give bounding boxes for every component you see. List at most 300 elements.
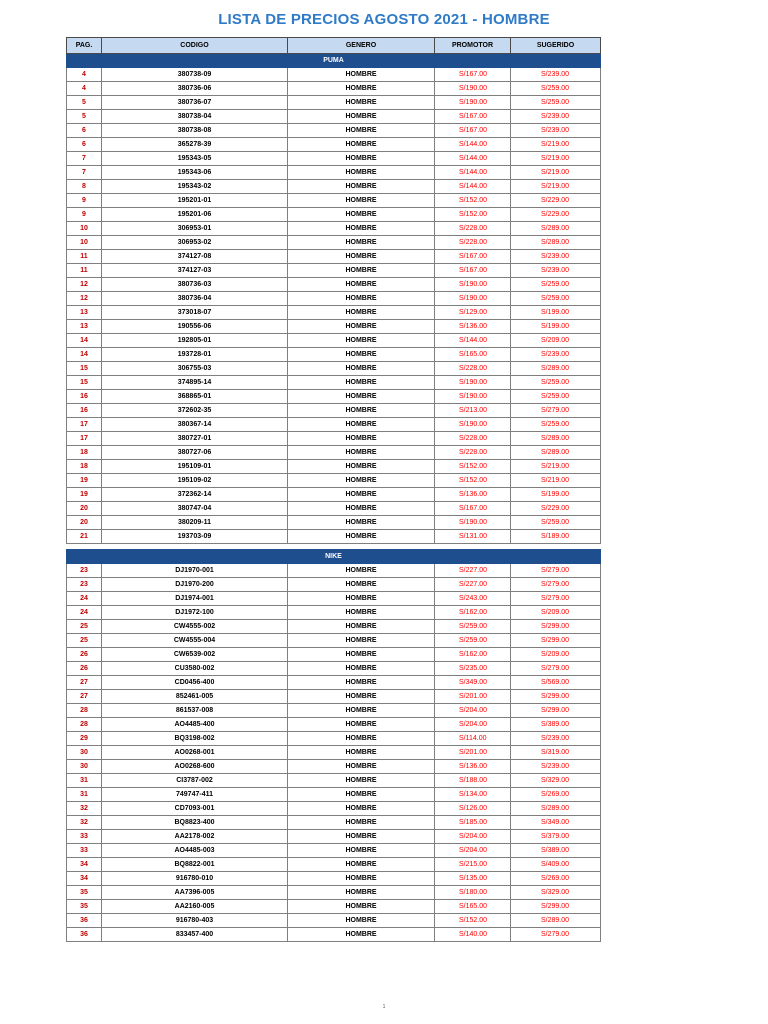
table-row <box>67 802 601 816</box>
table-row <box>67 488 601 502</box>
cell-genero: HOMBRE <box>288 914 435 928</box>
cell-promotor: S/135.00 <box>435 872 511 886</box>
cell-sugerido: S/259.00 <box>511 82 601 96</box>
cell-genero: HOMBRE <box>288 278 435 292</box>
cell-sugerido: S/239.00 <box>511 760 601 774</box>
cell-genero: HOMBRE <box>288 96 435 110</box>
cell-pag: 32 <box>67 802 102 816</box>
cell-codigo: AO0268-001 <box>102 746 288 760</box>
table-row <box>67 82 601 96</box>
page-title: LISTA DE PRECIOS AGOSTO 2021 - HOMBRE <box>218 11 550 28</box>
cell-pag: 9 <box>67 194 102 208</box>
cell-genero: HOMBRE <box>288 788 435 802</box>
cell-promotor: S/190.00 <box>435 418 511 432</box>
cell-pag: 26 <box>67 648 102 662</box>
table-row <box>67 110 601 124</box>
cell-promotor: S/167.00 <box>435 124 511 138</box>
table-row <box>67 68 601 82</box>
cell-pag: 4 <box>67 82 102 96</box>
cell-sugerido: S/199.00 <box>511 320 601 334</box>
cell-codigo: 380727-06 <box>102 446 288 460</box>
cell-genero: HOMBRE <box>288 718 435 732</box>
cell-promotor: S/190.00 <box>435 82 511 96</box>
cell-genero: HOMBRE <box>288 390 435 404</box>
cell-pag: 6 <box>67 138 102 152</box>
cell-promotor: S/152.00 <box>435 474 511 488</box>
cell-promotor: S/190.00 <box>435 278 511 292</box>
cell-genero: HOMBRE <box>288 82 435 96</box>
cell-promotor: S/131.00 <box>435 530 511 544</box>
cell-sugerido: S/209.00 <box>511 334 601 348</box>
cell-sugerido: S/269.00 <box>511 872 601 886</box>
cell-sugerido: S/239.00 <box>511 68 601 82</box>
table-row <box>67 914 601 928</box>
cell-pag: 13 <box>67 306 102 320</box>
cell-codigo: 374127-03 <box>102 264 288 278</box>
column-header-promotor: PROMOTOR <box>435 38 511 54</box>
table-row <box>67 830 601 844</box>
cell-promotor: S/162.00 <box>435 606 511 620</box>
cell-codigo: 193728-01 <box>102 348 288 362</box>
cell-pag: 17 <box>67 418 102 432</box>
cell-genero: HOMBRE <box>288 320 435 334</box>
cell-genero: HOMBRE <box>288 530 435 544</box>
cell-promotor: S/144.00 <box>435 166 511 180</box>
table-row <box>67 886 601 900</box>
cell-codigo: 195343-02 <box>102 180 288 194</box>
cell-codigo: CD7093-001 <box>102 802 288 816</box>
cell-pag: 36 <box>67 928 102 942</box>
table-row <box>67 124 601 138</box>
cell-promotor: S/213.00 <box>435 404 511 418</box>
cell-sugerido: S/229.00 <box>511 194 601 208</box>
table-row <box>67 418 601 432</box>
cell-codigo: 190556-06 <box>102 320 288 334</box>
cell-sugerido: S/239.00 <box>511 264 601 278</box>
cell-sugerido: S/279.00 <box>511 592 601 606</box>
cell-pag: 19 <box>67 474 102 488</box>
cell-sugerido: S/409.00 <box>511 858 601 872</box>
cell-sugerido: S/259.00 <box>511 418 601 432</box>
cell-genero: HOMBRE <box>288 432 435 446</box>
cell-codigo: 380367-14 <box>102 418 288 432</box>
cell-promotor: S/136.00 <box>435 760 511 774</box>
cell-genero: HOMBRE <box>288 180 435 194</box>
cell-promotor: S/167.00 <box>435 250 511 264</box>
cell-sugerido: S/289.00 <box>511 362 601 376</box>
cell-promotor: S/167.00 <box>435 68 511 82</box>
table-row <box>67 222 601 236</box>
cell-sugerido: S/259.00 <box>511 390 601 404</box>
cell-promotor: S/144.00 <box>435 334 511 348</box>
table-row <box>67 662 601 676</box>
cell-promotor: S/228.00 <box>435 362 511 376</box>
cell-promotor: S/180.00 <box>435 886 511 900</box>
table-row <box>67 264 601 278</box>
table-row <box>67 578 601 592</box>
cell-promotor: S/152.00 <box>435 208 511 222</box>
cell-promotor: S/228.00 <box>435 236 511 250</box>
cell-pag: 24 <box>67 606 102 620</box>
cell-promotor: S/227.00 <box>435 564 511 578</box>
table-row <box>67 530 601 544</box>
table-row <box>67 432 601 446</box>
cell-genero: HOMBRE <box>288 802 435 816</box>
cell-codigo: CU3580-002 <box>102 662 288 676</box>
cell-codigo: 372602-35 <box>102 404 288 418</box>
cell-pag: 12 <box>67 278 102 292</box>
table-row <box>67 760 601 774</box>
table-row <box>67 208 601 222</box>
cell-codigo: 192805-01 <box>102 334 288 348</box>
cell-pag: 25 <box>67 634 102 648</box>
cell-sugerido: S/279.00 <box>511 928 601 942</box>
table-row <box>67 718 601 732</box>
cell-codigo: 372362-14 <box>102 488 288 502</box>
cell-codigo: 306755-03 <box>102 362 288 376</box>
cell-genero: HOMBRE <box>288 516 435 530</box>
brand-row-nike <box>67 550 601 564</box>
cell-sugerido: S/279.00 <box>511 578 601 592</box>
cell-promotor: S/204.00 <box>435 830 511 844</box>
cell-promotor: S/144.00 <box>435 152 511 166</box>
cell-codigo: CI3787-002 <box>102 774 288 788</box>
table-row <box>67 746 601 760</box>
cell-genero: HOMBRE <box>288 138 435 152</box>
table-row <box>67 376 601 390</box>
cell-sugerido: S/389.00 <box>511 844 601 858</box>
cell-promotor: S/190.00 <box>435 516 511 530</box>
cell-genero: HOMBRE <box>288 502 435 516</box>
cell-sugerido: S/239.00 <box>511 110 601 124</box>
cell-promotor: S/126.00 <box>435 802 511 816</box>
cell-pag: 11 <box>67 264 102 278</box>
cell-genero: HOMBRE <box>288 488 435 502</box>
cell-sugerido: S/569.00 <box>511 676 601 690</box>
cell-genero: HOMBRE <box>288 760 435 774</box>
cell-promotor: S/152.00 <box>435 914 511 928</box>
cell-codigo: 195201-06 <box>102 208 288 222</box>
cell-codigo: 374895-14 <box>102 376 288 390</box>
table-body <box>67 54 601 942</box>
cell-pag: 15 <box>67 376 102 390</box>
cell-pag: 20 <box>67 516 102 530</box>
cell-codigo: AO4485-400 <box>102 718 288 732</box>
brand-row-puma <box>67 54 601 68</box>
table-row <box>67 460 601 474</box>
table-row <box>67 620 601 634</box>
cell-genero: HOMBRE <box>288 564 435 578</box>
cell-sugerido: S/219.00 <box>511 460 601 474</box>
cell-genero: HOMBRE <box>288 166 435 180</box>
cell-pag: 18 <box>67 460 102 474</box>
cell-sugerido: S/289.00 <box>511 222 601 236</box>
cell-sugerido: S/259.00 <box>511 278 601 292</box>
cell-pag: 33 <box>67 830 102 844</box>
cell-genero: HOMBRE <box>288 376 435 390</box>
cell-sugerido: S/229.00 <box>511 502 601 516</box>
cell-codigo: AO4485-003 <box>102 844 288 858</box>
cell-pag: 15 <box>67 362 102 376</box>
cell-codigo: 306953-02 <box>102 236 288 250</box>
cell-promotor: S/235.00 <box>435 662 511 676</box>
cell-sugerido: S/229.00 <box>511 208 601 222</box>
cell-pag: 36 <box>67 914 102 928</box>
cell-pag: 28 <box>67 718 102 732</box>
cell-pag: 17 <box>67 432 102 446</box>
cell-codigo: CW6539-002 <box>102 648 288 662</box>
cell-sugerido: S/299.00 <box>511 620 601 634</box>
cell-sugerido: S/259.00 <box>511 292 601 306</box>
cell-genero: HOMBRE <box>288 606 435 620</box>
cell-sugerido: S/349.00 <box>511 816 601 830</box>
cell-pag: 5 <box>67 96 102 110</box>
cell-sugerido: S/199.00 <box>511 488 601 502</box>
cell-sugerido: S/219.00 <box>511 180 601 194</box>
page-number: 1 <box>382 1004 386 1010</box>
cell-promotor: S/167.00 <box>435 264 511 278</box>
cell-genero: HOMBRE <box>288 110 435 124</box>
cell-sugerido: S/299.00 <box>511 634 601 648</box>
table-row <box>67 872 601 886</box>
cell-pag: 6 <box>67 124 102 138</box>
table-row <box>67 166 601 180</box>
cell-sugerido: S/209.00 <box>511 606 601 620</box>
cell-codigo: 365278-39 <box>102 138 288 152</box>
cell-sugerido: S/239.00 <box>511 250 601 264</box>
cell-sugerido: S/189.00 <box>511 530 601 544</box>
cell-codigo: CW4555-002 <box>102 620 288 634</box>
cell-sugerido: S/289.00 <box>511 914 601 928</box>
cell-codigo: BQ8823-400 <box>102 816 288 830</box>
cell-genero: HOMBRE <box>288 250 435 264</box>
table-row <box>67 788 601 802</box>
cell-pag: 24 <box>67 592 102 606</box>
table-row <box>67 446 601 460</box>
cell-genero: HOMBRE <box>288 830 435 844</box>
cell-pag: 20 <box>67 502 102 516</box>
cell-sugerido: S/219.00 <box>511 474 601 488</box>
cell-genero: HOMBRE <box>288 474 435 488</box>
cell-sugerido: S/279.00 <box>511 404 601 418</box>
cell-pag: 10 <box>67 222 102 236</box>
cell-promotor: S/152.00 <box>435 460 511 474</box>
table-row <box>67 928 601 942</box>
cell-codigo: 380747-04 <box>102 502 288 516</box>
cell-sugerido: S/299.00 <box>511 900 601 914</box>
cell-codigo: 380738-04 <box>102 110 288 124</box>
cell-codigo: BQ8822-001 <box>102 858 288 872</box>
cell-genero: HOMBRE <box>288 152 435 166</box>
cell-genero: HOMBRE <box>288 362 435 376</box>
cell-genero: HOMBRE <box>288 334 435 348</box>
table-row <box>67 362 601 376</box>
cell-pag: 19 <box>67 488 102 502</box>
cell-sugerido: S/279.00 <box>511 662 601 676</box>
cell-genero: HOMBRE <box>288 194 435 208</box>
cell-genero: HOMBRE <box>288 704 435 718</box>
cell-sugerido: S/319.00 <box>511 746 601 760</box>
cell-genero: HOMBRE <box>288 68 435 82</box>
table-row <box>67 474 601 488</box>
cell-genero: HOMBRE <box>288 746 435 760</box>
cell-sugerido: S/389.00 <box>511 718 601 732</box>
cell-genero: HOMBRE <box>288 236 435 250</box>
table-row <box>67 606 601 620</box>
cell-pag: 16 <box>67 390 102 404</box>
cell-sugerido: S/259.00 <box>511 516 601 530</box>
cell-pag: 30 <box>67 760 102 774</box>
cell-pag: 27 <box>67 690 102 704</box>
cell-sugerido: S/289.00 <box>511 446 601 460</box>
cell-sugerido: S/329.00 <box>511 886 601 900</box>
table-row <box>67 774 601 788</box>
cell-codigo: AA2160-005 <box>102 900 288 914</box>
table-row <box>67 334 601 348</box>
cell-sugerido: S/289.00 <box>511 432 601 446</box>
cell-promotor: S/152.00 <box>435 194 511 208</box>
cell-pag: 16 <box>67 404 102 418</box>
table-row <box>67 592 601 606</box>
cell-codigo: 380736-07 <box>102 96 288 110</box>
cell-codigo: DJ1970-200 <box>102 578 288 592</box>
cell-pag: 34 <box>67 872 102 886</box>
cell-codigo: 195343-06 <box>102 166 288 180</box>
cell-genero: HOMBRE <box>288 900 435 914</box>
table-row <box>67 96 601 110</box>
cell-pag: 25 <box>67 620 102 634</box>
cell-sugerido: S/299.00 <box>511 704 601 718</box>
cell-genero: HOMBRE <box>288 634 435 648</box>
cell-codigo: 852461-005 <box>102 690 288 704</box>
cell-promotor: S/228.00 <box>435 222 511 236</box>
cell-codigo: 380736-06 <box>102 82 288 96</box>
cell-promotor: S/190.00 <box>435 376 511 390</box>
table-row <box>67 816 601 830</box>
cell-pag: 4 <box>67 68 102 82</box>
cell-codigo: 833457-400 <box>102 928 288 942</box>
cell-pag: 35 <box>67 886 102 900</box>
cell-promotor: S/228.00 <box>435 432 511 446</box>
cell-promotor: S/144.00 <box>435 138 511 152</box>
cell-codigo: DJ1974-001 <box>102 592 288 606</box>
table-row <box>67 732 601 746</box>
cell-sugerido: S/379.00 <box>511 830 601 844</box>
cell-promotor: S/140.00 <box>435 928 511 942</box>
cell-genero: HOMBRE <box>288 292 435 306</box>
column-header-pag: PAG. <box>67 38 102 54</box>
cell-codigo: 195109-01 <box>102 460 288 474</box>
cell-pag: 34 <box>67 858 102 872</box>
cell-promotor: S/185.00 <box>435 816 511 830</box>
table-row <box>67 306 601 320</box>
cell-genero: HOMBRE <box>288 648 435 662</box>
cell-codigo: 861537-008 <box>102 704 288 718</box>
cell-codigo: 380736-04 <box>102 292 288 306</box>
cell-codigo: CW4555-004 <box>102 634 288 648</box>
table-row <box>67 390 601 404</box>
cell-sugerido: S/239.00 <box>511 124 601 138</box>
cell-promotor: S/144.00 <box>435 180 511 194</box>
table-row <box>67 516 601 530</box>
cell-genero: HOMBRE <box>288 592 435 606</box>
cell-genero: HOMBRE <box>288 844 435 858</box>
cell-sugerido: S/329.00 <box>511 774 601 788</box>
cell-genero: HOMBRE <box>288 208 435 222</box>
cell-sugerido: S/219.00 <box>511 152 601 166</box>
cell-codigo: 380736-03 <box>102 278 288 292</box>
table-row <box>67 648 601 662</box>
table-row <box>67 138 601 152</box>
cell-pag: 18 <box>67 446 102 460</box>
cell-genero: HOMBRE <box>288 348 435 362</box>
cell-promotor: S/201.00 <box>435 690 511 704</box>
cell-genero: HOMBRE <box>288 460 435 474</box>
table-row <box>67 320 601 334</box>
cell-promotor: S/114.00 <box>435 732 511 746</box>
cell-pag: 32 <box>67 816 102 830</box>
cell-genero: HOMBRE <box>288 732 435 746</box>
cell-pag: 13 <box>67 320 102 334</box>
cell-codigo: AA2178-002 <box>102 830 288 844</box>
cell-codigo: 380727-01 <box>102 432 288 446</box>
cell-promotor: S/136.00 <box>435 488 511 502</box>
cell-sugerido: S/269.00 <box>511 788 601 802</box>
table-header <box>67 38 601 54</box>
cell-promotor: S/349.00 <box>435 676 511 690</box>
cell-genero: HOMBRE <box>288 872 435 886</box>
cell-genero: HOMBRE <box>288 676 435 690</box>
cell-genero: HOMBRE <box>288 306 435 320</box>
cell-pag: 7 <box>67 166 102 180</box>
table-row <box>67 634 601 648</box>
cell-genero: HOMBRE <box>288 662 435 676</box>
cell-promotor: S/201.00 <box>435 746 511 760</box>
table-row <box>67 404 601 418</box>
cell-promotor: S/162.00 <box>435 648 511 662</box>
cell-promotor: S/228.00 <box>435 446 511 460</box>
cell-sugerido: S/299.00 <box>511 690 601 704</box>
table-row <box>67 278 601 292</box>
cell-codigo: BQ3198-002 <box>102 732 288 746</box>
price-list-table <box>66 37 601 942</box>
cell-sugerido: S/289.00 <box>511 802 601 816</box>
column-header-codigo: CODIGO <box>102 38 288 54</box>
cell-promotor: S/204.00 <box>435 704 511 718</box>
cell-pag: 26 <box>67 662 102 676</box>
cell-promotor: S/129.00 <box>435 306 511 320</box>
table-row <box>67 292 601 306</box>
cell-pag: 12 <box>67 292 102 306</box>
table-row <box>67 348 601 362</box>
cell-codigo: 193703-09 <box>102 530 288 544</box>
cell-sugerido: S/219.00 <box>511 138 601 152</box>
cell-pag: 23 <box>67 578 102 592</box>
cell-genero: HOMBRE <box>288 774 435 788</box>
cell-genero: HOMBRE <box>288 124 435 138</box>
cell-codigo: 374127-08 <box>102 250 288 264</box>
brand-label: PUMA <box>67 54 601 68</box>
cell-promotor: S/165.00 <box>435 348 511 362</box>
cell-codigo: 368865-01 <box>102 390 288 404</box>
table-row <box>67 900 601 914</box>
cell-pag: 30 <box>67 746 102 760</box>
cell-promotor: S/204.00 <box>435 844 511 858</box>
column-header-sugerido: SUGERIDO <box>511 38 601 54</box>
cell-codigo: 380738-08 <box>102 124 288 138</box>
cell-sugerido: S/279.00 <box>511 564 601 578</box>
table-row <box>67 152 601 166</box>
